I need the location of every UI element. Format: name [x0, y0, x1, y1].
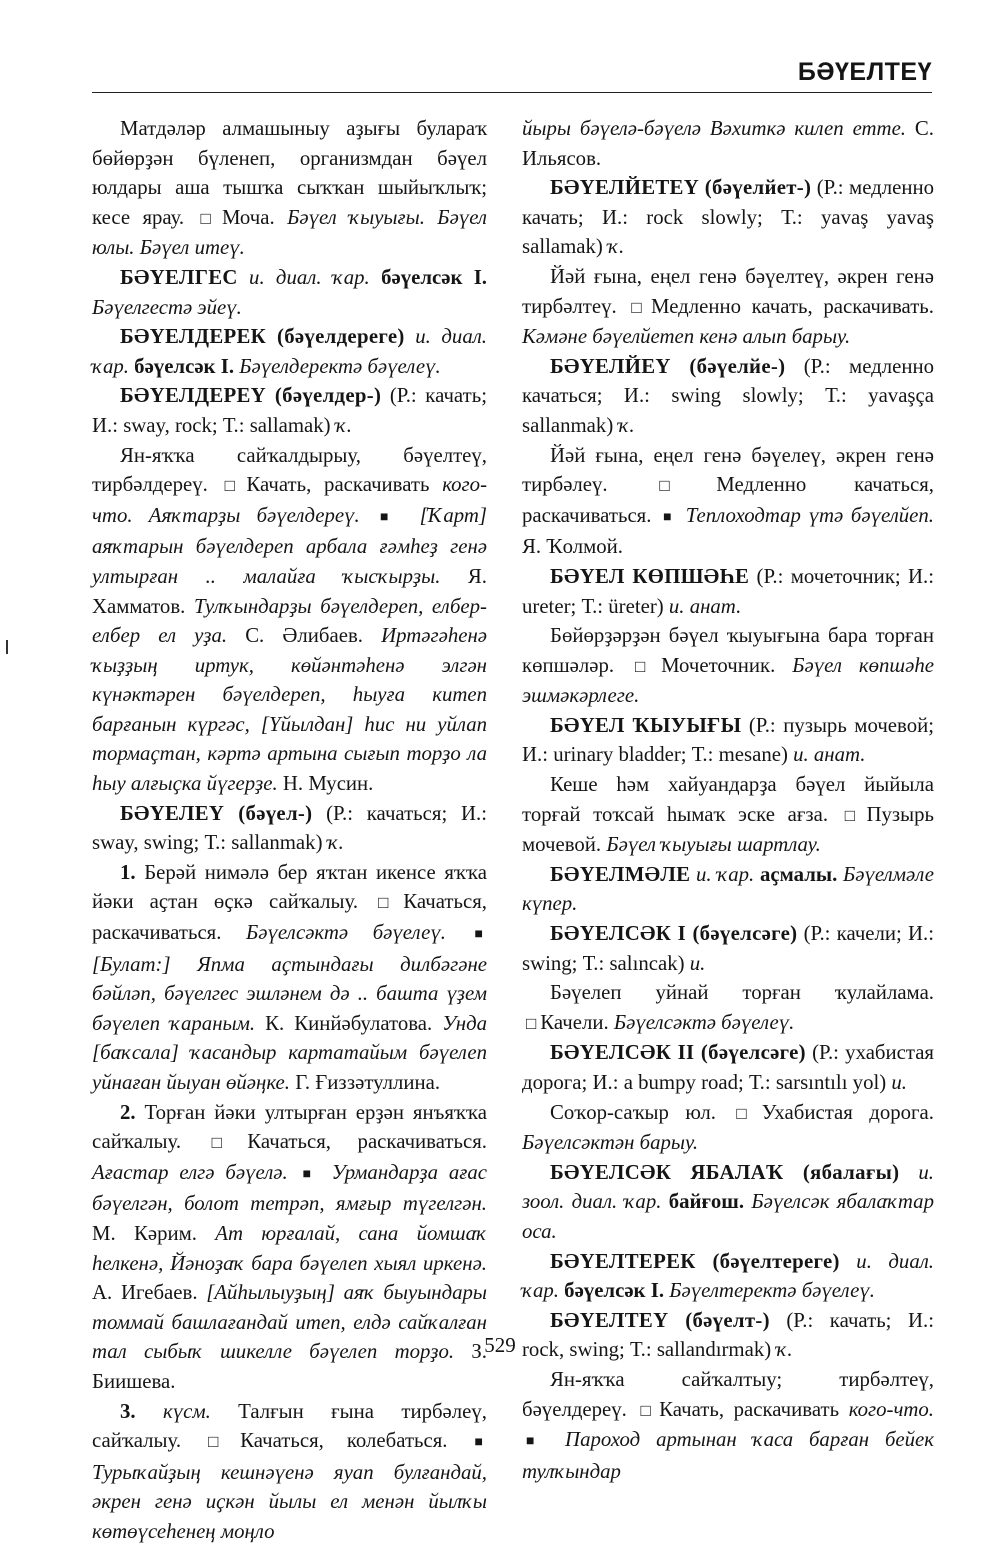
header-rule: [92, 92, 932, 93]
entry-paragraph: Ян-яҡҡа сайҡалдырыу, бәүелтеү, тирбәлдереү. □ Качать, раскачивать кого-что. Аяҡтарҙы бәүелдереү. ■ [Ҡарт] аяҡтарын бәүелдереп арбала ғәмһеҙ генә ултырған .. малайға ҡысҡырҙы. Я. Хамматов. Тулҡындарҙы бәүелдереп, елбер-елбер ел уҙа. С. Әлибаев. Иртәгәһенә ҡыҙҙың иртук, көйәнтәһенә элгән күнәктәрен бәүелдереп, һыуға китеп барғанын күргәс, [Үйылдан] һис ни уйлап тормаҫтан, кәртә артына сығып торҙо ла һыу алғыҫка йүгерҙе. Н. Мусин.: [92, 443, 487, 796]
entry-paragraph: Кеше һәм хайуандарҙа бәүел йыйыла торғай тоҡсай һымаҡ эске ағза. □ Пузырь мочевой. Бәүел ҡыуығы шартлау.: [522, 773, 934, 857]
entry-paragraph: БӘҮЕЛДЕРЕҮ (бәүелдер-) (Р.: качать; И.: sway, rock; Т.: sallamak) ҡ.: [92, 384, 487, 437]
entry-paragraph: 1. Берәй нимәлә бер яҡтан икенсе яҡҡа йәки аҫтан өҫкә сайҡалыу. □ Качаться, раскачиваться. Бәүелсәктә бәүелеү. ■ [Булат:] Япма аҫтындағы дилбәгәне бәйләп, бәүелгес эшләнем дә .. башта үҙем бәүелеп ҡараным. К. Кинйәбулатова. Унда [баҡсала] ҡасандыр картатайым бәүелеп уйнаған йыуан өйәңке. Г. Ғиззәтуллина.: [92, 860, 487, 1094]
entry-paragraph: БӘҮЕЛДЕРЕК (бәүелдереге) и. диал. ҡар. бәүелсәк I. Бәүелдеректә бәүелеү.: [92, 325, 487, 378]
page-number: 529: [484, 1333, 516, 1357]
entry-paragraph: БӘҮЕЛТЕРЕК (бәүелтереге) и. диал. ҡар. бәүелсәк I. Бәүелтеректә бәүелеү.: [522, 1249, 934, 1303]
entry-paragraph: БӘҮЕЛМӘЛЕ и. ҡар. аҫмалы. Бәүелмәле күпер.: [522, 862, 935, 916]
right-column: [522, 114, 934, 1486]
entry-paragraph: БӘҮЕЛСӘК ЯБАЛАҠ (ябалағы) и. зоол. диал. ҡар. байғош. Бәүелсәк ябалаҡтар оса.: [522, 1160, 934, 1243]
entry-paragraph: БӘҮЕЛТЕҮ (бәүелт-) (Р.: качать; И.: rock, swing; Т.: sallandırmak) ҡ.: [522, 1308, 934, 1362]
entry-paragraph: 3. күсм. Талғын ғына тирбәлеү, сайҡалыу. □ Качаться, колебаться. ■ Турыҡайҙың кешнәүенә яуап булғандай, әкрен генә иҫкән йылы ел менән йылҡы көтөүсеһенең моңло: [92, 1399, 487, 1543]
entry-paragraph: 2. Торған йәки ултырған ерҙән янъяҡҡа сайҡалыу. □ Качаться, раскачиваться. Ағастар елгә бәүелә. ■ Урмандарҙа ағас бәүелгән, болот тетрәп, ямғыр түгелгән. М. Кәрим. Ат юрғалай, сана йомшаҡ һелкенә, Йәноҙаҡ бара бәүелеп хыял иркенә. А. Игебаев. [Айһылыуҙың] аяҡ быуындары томмай башлағандай итеп, елдә сайҡалған тал сыбыҡ шикелле бәүелеп торҙо. З. Биишева.: [92, 1100, 488, 1393]
entry-paragraph: йыры бәүелә-бәүелә Вәхиткә килеп етте. С. Ильясов.: [522, 117, 934, 170]
entry-paragraph: БӘҮЕЛГЕС и. диал. ҡар. бәүелсәк I. Бәүелгестә эйеү.: [92, 265, 488, 319]
entry-paragraph: Матдәләр алмашыныу аҙығы булараҡ бөйөрҙән бүленеп, организмдан бәүел юлдары аша тышҡа сыҡҡан шыйыҡлыҡ; кесе ярау. □ Моча. Бәүел ҡыуығы. Бәүел юлы. Бәүел итеү.: [92, 117, 487, 260]
entry-paragraph: БӘҮЕЛ КӨПШӘҺЕ (Р.: мочеточник; И.: ureter; Т.: üreter) и. анат.: [522, 564, 935, 618]
entry-paragraph: Ян-яҡҡа сайҡалтыу; тирбәлтеү, бәүелдереү. □ Качать, раскачивать кого-что. ■ Пароход артынан ҡаса барған бейек тулҡындар: [522, 1367, 934, 1483]
entry-paragraph: БӘҮЕЛЙЕҮ (бәүелйе-) (Р.: медленно качаться; И.: swing slowly; Т.: yavaşça sallanmak) ҡ.: [522, 354, 934, 437]
entry-paragraph: Бөйөрҙәрҙән бәүел ҡыуығына бара торған көпшәләр. □ Мочеточник. Бәүел көпшәһе эшмәкәрлеге.: [522, 624, 934, 708]
entry-paragraph: Йәй ғына, еңел генә бәүелеү, әкрен генә тирбәлеү. □ Медленно качаться, раскачиваться. ■ Теплоходтар үтә бәүелйеп. Я. Ҡолмой.: [522, 443, 934, 559]
left-column: [92, 114, 487, 1547]
entry-paragraph: БӘҮЕЛСӘК I (бәүелсәге) (Р.: качели; И.: swing; Т.: salıncak) и.: [522, 922, 934, 975]
entry-paragraph: БӘҮЕЛЕҮ (бәүел-) (Р.: качаться; И.: sway, swing; Т.: sallanmak) ҡ.: [92, 801, 487, 855]
entry-paragraph: БӘҮЕЛ ҠЫУЫҒЫ (Р.: пузырь мочевой; И.: urinary bladder; Т.: mesane) и. анат.: [522, 713, 935, 767]
running-head: БӘҮЕЛТЕҮ: [797, 58, 932, 86]
entry-paragraph: Йәй ғына, еңел генә бәүелтеү, әкрен генә тирбәлтеү. □ Медленно качать, раскачивать. Кәмәне бәүелйетеп кенә алып барыу.: [522, 264, 934, 349]
entry-paragraph: Бәүелеп уйнай торған ҡулайлама. □ Качели. Бәүелсәктә бәүелеү.: [526, 981, 934, 1034]
entry-paragraph: Соҡор-саҡыр юл. □ Ухабистая дорога. Бәүелсәктән барыу.: [522, 1100, 934, 1155]
entry-paragraph: БӘҮЕЛЙЕТЕҮ (бәүелйет-) (Р.: медленно качать; И.: rock slowly; Т.: yavaş yavaş sallamak) ҡ.: [522, 176, 934, 259]
entry-paragraph: БӘҮЕЛСӘК II (бәүелсәге) (Р.: ухабистая дорога; И.: a bumpy road; Т.: sarsıntılı yol) и.: [522, 1041, 934, 1094]
margin-mark: [6, 640, 8, 654]
